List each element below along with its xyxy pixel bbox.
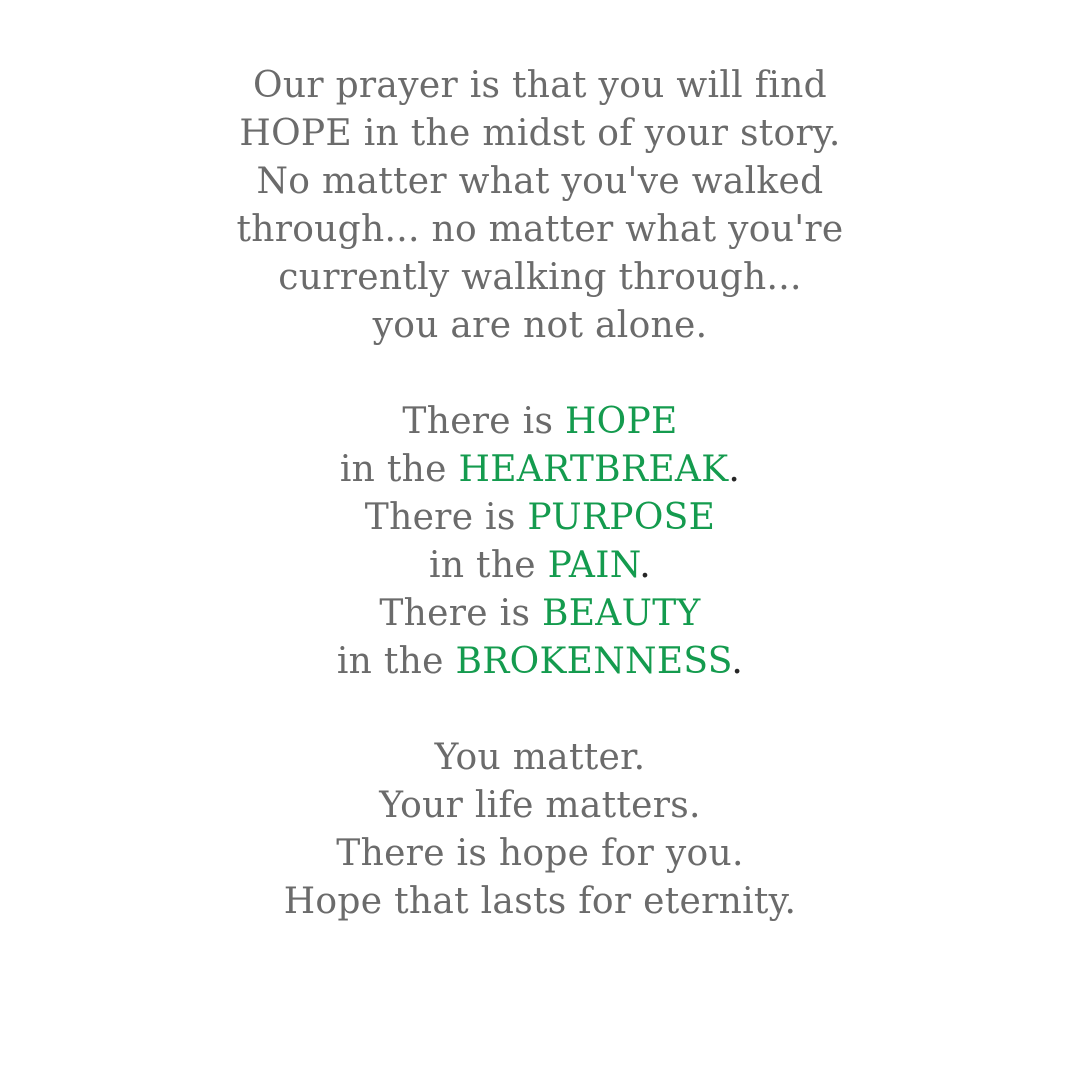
quote-line xyxy=(0,590,1080,638)
quote-line: There is hope for you. xyxy=(336,833,744,874)
accent-word: BEAUTY xyxy=(541,593,701,634)
quote-text-segment: in the xyxy=(429,545,548,586)
quote-line: Hope that lasts for eternity. xyxy=(283,881,797,922)
quote-line: through... no matter what you're xyxy=(236,209,844,250)
quote-line: HOPE in the midst of your story. xyxy=(239,113,841,154)
punctuation: . xyxy=(639,545,651,586)
quote-line: currently walking through... xyxy=(278,257,802,298)
quote-line xyxy=(0,446,1080,494)
accent-word: PURPOSE xyxy=(527,497,716,538)
quote-line: No matter what you've walked xyxy=(256,161,824,202)
accent-word: HEARTBREAK xyxy=(458,449,729,490)
punctuation: . xyxy=(731,641,744,682)
quote-line xyxy=(0,542,1080,590)
quote-line: You matter. xyxy=(434,737,646,778)
quote-line xyxy=(0,494,1080,542)
quote-paragraph-emphasis xyxy=(0,398,1080,686)
accent-word: BROKENNESS xyxy=(455,641,732,682)
quote-text-segment: in the xyxy=(336,641,456,682)
quote-line: Our prayer is that you will find xyxy=(253,65,827,106)
quote-paragraph-opening xyxy=(0,62,1080,350)
quote-line: you are not alone. xyxy=(372,305,708,346)
quote-text-segment: There is xyxy=(379,593,542,634)
accent-word: PAIN xyxy=(547,545,640,586)
quote-text-segment: in the xyxy=(339,449,459,490)
quote-line xyxy=(0,398,1080,446)
punctuation: . xyxy=(728,449,741,490)
quote-text-segment: There is xyxy=(402,401,565,442)
quote-line xyxy=(0,638,1080,686)
quote-text-segment: There is xyxy=(364,497,528,538)
accent-word: HOPE xyxy=(564,401,678,442)
quote-paragraph-closing xyxy=(0,734,1080,926)
quote-line: Your life matters. xyxy=(379,785,701,826)
